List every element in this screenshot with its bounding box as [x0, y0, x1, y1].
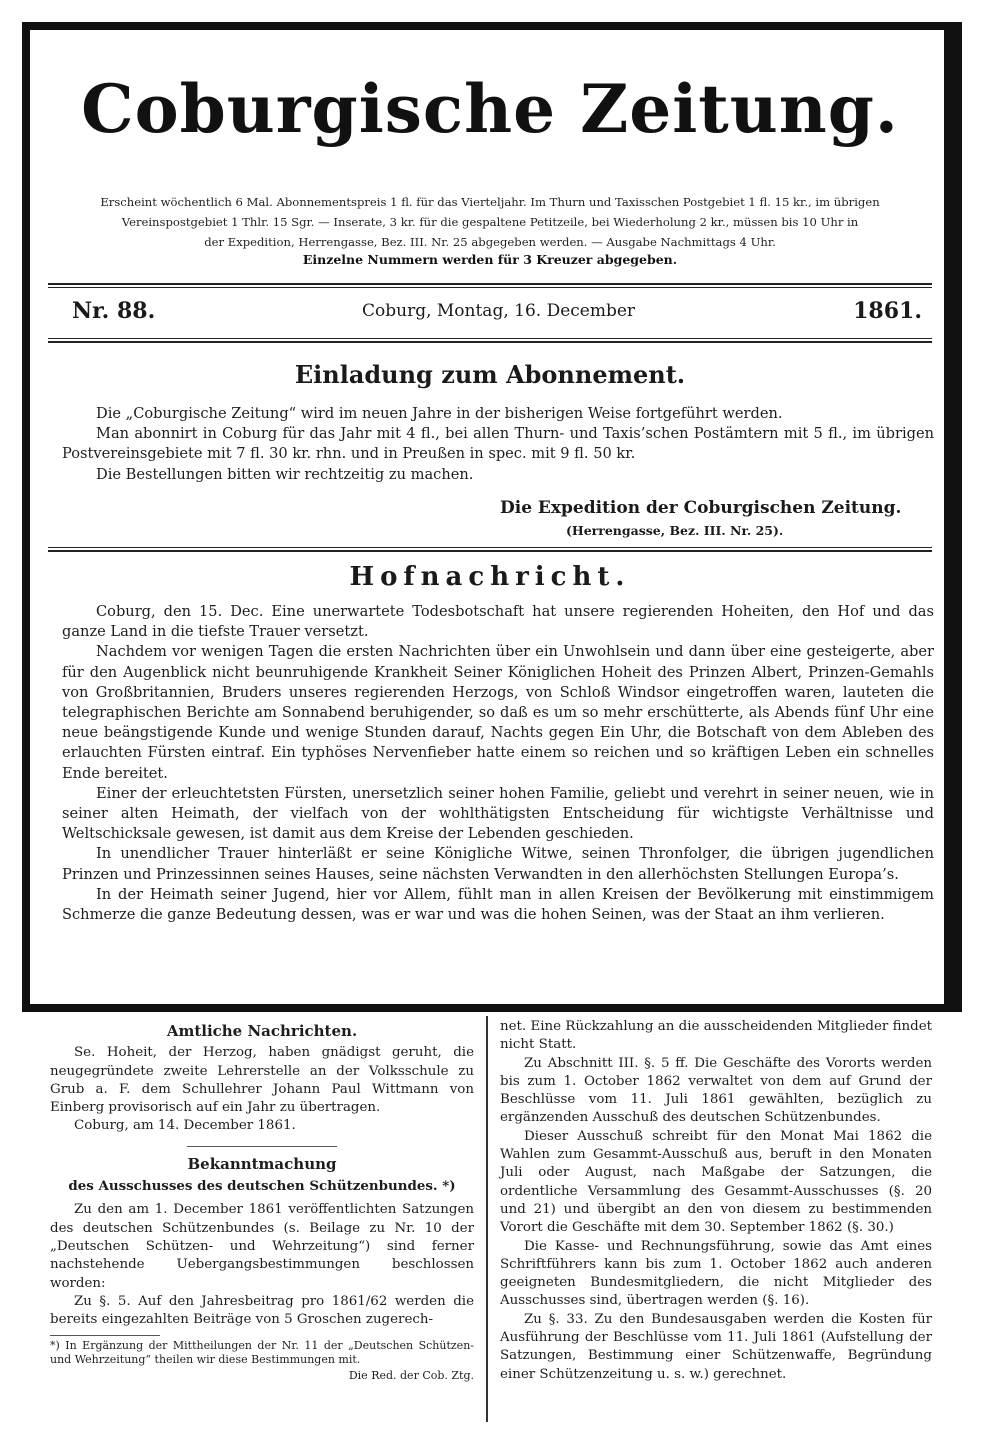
announcement-paragraph: Zu den am 1. December 1861 veröffentlichten Satzungen des deutschen Schützenbundes (s. Beilage zu Nr. 10 der „Deutschen Schützen- und Wehrzeitung“) sind ferner nachstehende Uebergangsbestimmungen beschlossen worden: [50, 1202, 474, 1291]
invitation-body [62, 404, 934, 485]
rule-top [48, 283, 932, 285]
announcement-paragraph: Zu §. 5. Auf den Jahresbeitrag pro 1861/62 werden die bereits eingezahlten Beiträge von 5 Groschen zugerech- [50, 1293, 474, 1328]
single-copy-note: Einzelne Nummern werden für 3 Kreuzer abgegeben. [302, 252, 678, 267]
rule-top-thin [48, 287, 932, 288]
court-news-body [62, 602, 934, 925]
column-paragraph: Die Kasse- und Rechnungsführung, sowie das Amt eines Schriftführers kann bis zum 1. October 1862 auch anderen geeigneten Bundesmitgliedern, die nicht Mitglieder des Ausschusses sind, übertragen werden (§. 16). [500, 1238, 932, 1309]
invitation-paragraph: Man abonnirt in Coburg für das Jahr mit 4 fl., bei allen Thurn- und Taxis’schen Postämtern mit 5 fl., im übrigen Postvereinsgebiete mit 7 fl. 30 kr. rhn. und in Preußen in spec. mit 9 fl. 50 kr. [62, 425, 934, 463]
official-heading: Amtliche Nachrichten. [166, 1022, 358, 1040]
issue-line [72, 298, 922, 326]
court-news-paragraph: Nachdem vor wenigen Tagen die ersten Nachrichten über ein Unwohlsein und dann über eine gesteigerte, aber für den Augenblick nicht beunruhigende Krankheit Seiner Königlichen Hoheit des Prinzen Albert, Prinzen-Gemahls von Großbritannien, Bruders unseres regierenden Herzogs, von Schloß Windsor eingetroffen waren, lauteten die telegraphischen Berichte am Sonnabend beruhigender, so daß es um so mehr erschütterte, als Abends fünf Uhr eine neue beängstigende Kunde und wenige Stunden darauf, Nachts gegen Ein Uhr, die Botschaft von dem Ableben des erlauchten Fürsten eintraf. Ein typhöses Nervenfieber hatte einem so reichen und so kräftigen Leben ein schnelles Ende bereitet. [62, 643, 934, 782]
footnote-signature: Die Red. der Cob. Ztg. [348, 1369, 474, 1383]
official-dateline: Coburg, am 14. December 1861. [74, 1118, 296, 1134]
court-news-paragraph: Einer der erleuchtetsten Fürsten, unersetzlich seiner hohen Familie, geliebt und verehrt in seiner neuen, wie in seiner alten Heimath, der vielfach von der wohlthätigsten Entscheidung für wichtigste Verhältnisse und Weltschicksale gewesen, ist damit aus dem Kreise der Lebenden geschieden. [62, 784, 934, 843]
separator-rule [187, 1146, 337, 1147]
invitation-address: (Herrengasse, Bez. III. Nr. 25). [566, 523, 784, 538]
invitation-paragraph: Die Bestellungen bitten wir rechtzeitig zu machen. [96, 465, 474, 483]
column-paragraph: Zu §. 33. Zu den Bundesausgaben werden die Kosten für Ausführung der Beschlüsse vom 11. Juli 1861 (Aufstellung der Satzungen, Bestimmung einer Schützenwaffe, Begründung einer Schützenzeitung u. s. w.) gerechnet. [500, 1311, 932, 1382]
issue-year: 1861. [853, 298, 922, 324]
rule-section [48, 547, 932, 548]
invitation-paragraph: Die „Coburgische Zeitung“ wird im neuen Jahre in der bisherigen Weise fortgeführt werden. [96, 405, 783, 422]
info-line: Vereinspostgebiet 1 Thlr. 15 Sgr. — Inserate, 3 kr. für die gespaltene Petitzeile, bei Wiederholung 2 kr., müssen bis 10 Uhr in [121, 215, 859, 229]
court-news-paragraph: Coburg, den 15. Dec. Eine unerwartete Todesbotschaft hat unsere regierenden Hoheiten, den Hof und das ganze Land in die tiefste Trauer versetzt. [62, 603, 934, 641]
announcement-heading: Bekanntmachung [187, 1154, 337, 1173]
newspaper-title: Coburgische Zeitung. [81, 70, 899, 148]
column-paragraph: Zu Abschnitt III. §. 5 ff. Die Geschäfte des Vororts werden bis zum 1. October 1862 verwaltet von dem auf Grund der Beschlüsse vom 11. Juli 1861 gewählten, bezüglich zu ergänzenden Ausschuß des deutschen Schützenbundes. [500, 1055, 932, 1126]
official-paragraph: Se. Hoheit, der Herzog, haben gnädigst geruht, die neugegründete zweite Lehrerstelle an der Volksschule zu Grub a. F. dem Schullehrer Johann Paul Wittmann von Einberg provisorisch auf ein Jahr zu übertragen. [50, 1045, 474, 1116]
issue-number: Nr. 88. [72, 298, 156, 324]
subscription-info [48, 192, 932, 252]
footnote-rule [50, 1335, 160, 1336]
invitation-heading: Einladung zum Abonnement. [294, 360, 686, 389]
column-divider [486, 1016, 488, 1422]
court-news-paragraph: In der Heimath seiner Jugend, hier vor Allem, fühlt man in allen Kreisen der Bevölkerung mit einstimmigem Schmerze die ganze Bedeutung dessen, was er war und was die hohen Seinen, was der Staat an ihm verlieren. [62, 885, 934, 924]
announcement-subheading: des Ausschusses des deutschen Schützenbundes. *) [68, 1178, 456, 1195]
column-paragraph: net. Eine Rückzahlung an die ausscheidenden Mitglieder findet nicht Statt. [500, 1019, 932, 1053]
left-column [50, 1018, 474, 1386]
column-paragraph: Dieser Ausschuß schreibt für den Monat Mai 1862 die Wahlen zum Gesammt-Ausschuß aus, beruft in den Monaten Juli oder August, nach Maßgabe der Satzungen, die ordentliche Versammlung des Gesammt-Ausschusses (§. 20 und 21) und übergibt an den von diesem zu bestimmenden Vorort die Geschäfte mit dem 30. September 1862 (§. 30.) [500, 1128, 932, 1236]
rule-issue-thick [48, 341, 932, 343]
issue-date: Coburg, Montag, 16. December [362, 301, 636, 321]
right-column [500, 1018, 932, 1384]
court-news-heading: Hofnachricht. [349, 562, 631, 592]
mourning-border-shadow [952, 22, 962, 1012]
rule-issue [48, 338, 932, 339]
info-line: der Expedition, Herrengasse, Bez. III. Nr. 25 abgegeben werden. — Ausgabe Nachmittags 4 Uhr. [204, 235, 776, 249]
footnote: *) In Ergänzung der Mittheilungen der Nr. 11 der „Deutschen Schützen- und Wehrzeitung“ theilen wir diese Bestimmungen mit. [50, 1339, 474, 1367]
court-news-paragraph: In unendlicher Trauer hinterläßt er seine Königliche Witwe, seinen Thronfolger, die übrigen jugendlichen Prinzen und Prinzessinnen seines Hauses, seine nächsten Verwandten in den allerhöchsten Stellungen Europa’s. [62, 845, 934, 883]
rule-section-thick [48, 550, 932, 552]
invitation-signature: Die Expedition der Coburgischen Zeitung. [500, 498, 902, 518]
info-line: Erscheint wöchentlich 6 Mal. Abonnementspreis 1 fl. für das Vierteljahr. Im Thurn und Taxisschen Postgebiet 1 fl. 15 kr., im übrigen [100, 195, 880, 209]
